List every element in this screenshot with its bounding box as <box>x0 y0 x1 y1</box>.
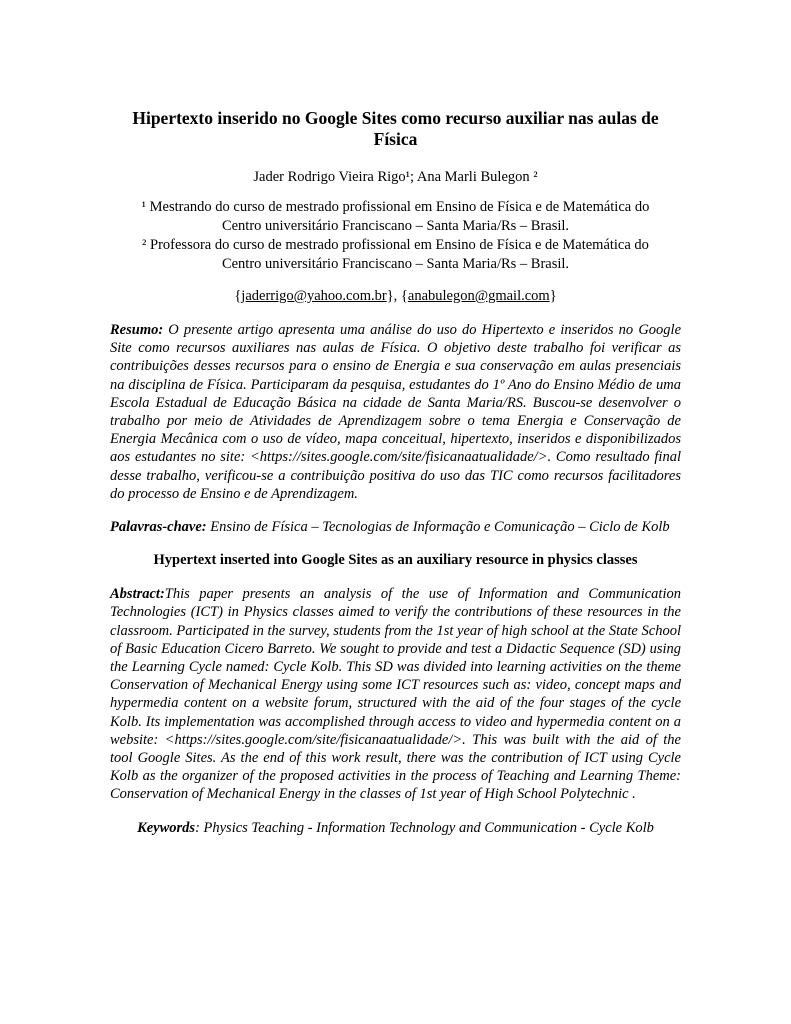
resumo-label: Resumo: <box>110 322 164 338</box>
paper-title: Hipertexto inserido no Google Sites como recurso auxiliar nas aulas de Física <box>132 108 659 149</box>
abstract-text: This paper presents an analysis of the use of Information and Communication Technologies (ICT) in Physics classes aimed to verify the contributions of these resources in the classroom. Participated in the survey, students from the 1st year of high school at the State School of Basic Education Cicero Barreto. We sought to provide and test a Didactic Sequence (SD) using the Learning Cycle named: Cycle Kolb. This SD was divided into learning activities on the theme Conservation of Mechanical Energy using some ICT resources such as: video, concept maps and hypermedia content on a website forum, structured with the aid of the four stages of the cycle Kolb. Its implementation was accomplished through access to video and hypermedia content on a website: <https://sites.google.com/site/fisicanaatualidade/>. This was built with the aid of the tool Google Sites. As the end of this work result, there was the contribution of ICT using Cycle Kolb as the organizer of the proposed activities in the process of Teaching and Learning Theme: Conservation of Mechanical Energy in the classes of 1st year of High School Polytechnic . <box>110 586 681 803</box>
resumo-text: O presente artigo apresenta uma análise do uso do Hipertexto e inseridos no Google Site como recursos auxiliares nas aulas de Física. O objetivo deste trabalho foi verificar as contribuições desses recursos para o ensino de Energia e sua conservação em aulas presenciais na disciplina de Física. Participaram da pesquisa, estudantes do 1º Ano do Ensino Médio de uma Escola Estadual de Educação Básica na cidade de Santa Maria/RS. Buscou-se desenvolver o trabalho por meio de Atividades de Aprendizagem sobre o tema Energia e Conservação de Energia Mecânica com o uso de vídeo, mapa conceitual, hipertexto, inseridos e disponibilizados aos estudantes no site: <https://sites.google.com/site/fisicanaatualidade/>. Como resultado final desse trabalho, verificou-se a contribuição positiva do uso das TIC como recursos facilitadores do processo de Ensino e de Aprendizagem. <box>110 322 681 502</box>
palavras-chave-paragraph <box>110 518 681 536</box>
keywords-label: Keywords <box>137 819 196 836</box>
email-brace-open: { <box>234 288 242 304</box>
english-title: Hypertext inserted into Google Sites as an auxiliary resource in physics classes <box>153 552 638 569</box>
resumo-paragraph <box>110 321 681 503</box>
affiliations <box>110 198 681 274</box>
email-separator: }, { <box>386 288 408 304</box>
palavras-chave-text: Ensino de Física – Tecnologias de Informação e Comunicação – Ciclo de Kolb <box>206 519 670 536</box>
affiliation-2-line-2: Centro universitário Franciscano – Santa Maria/Rs – Brasil. <box>221 256 570 272</box>
affiliation-1-line-2: Centro universitário Franciscano – Santa Maria/Rs – Brasil. <box>221 218 570 234</box>
affiliation-1-line-1: ¹ Mestrando do curso de mestrado profissional em Ensino de Física e de Matemática do <box>141 199 650 215</box>
palavras-chave-label: Palavras-chave: <box>110 519 207 536</box>
paper-page <box>110 108 681 837</box>
email-link-2[interactable]: anabulegon@gmail.com <box>407 288 550 304</box>
abstract-label: Abstract: <box>110 586 165 603</box>
affiliation-2-line-1: ² Professora do curso de mestrado profissional em Ensino de Física e de Matemática do <box>142 237 649 253</box>
emails-line <box>110 287 681 305</box>
authors-line: Jader Rodrigo Vieira Rigo¹; Ana Marli Bulegon ² <box>253 169 538 185</box>
keywords-text: : Physics Teaching - Information Technology and Communication - Cycle Kolb <box>195 819 654 836</box>
email-brace-close: } <box>549 288 557 304</box>
abstract-paragraph <box>110 585 681 803</box>
keywords-paragraph <box>110 819 681 837</box>
email-link-1[interactable]: jaderrigo@yahoo.com.br <box>241 288 387 304</box>
